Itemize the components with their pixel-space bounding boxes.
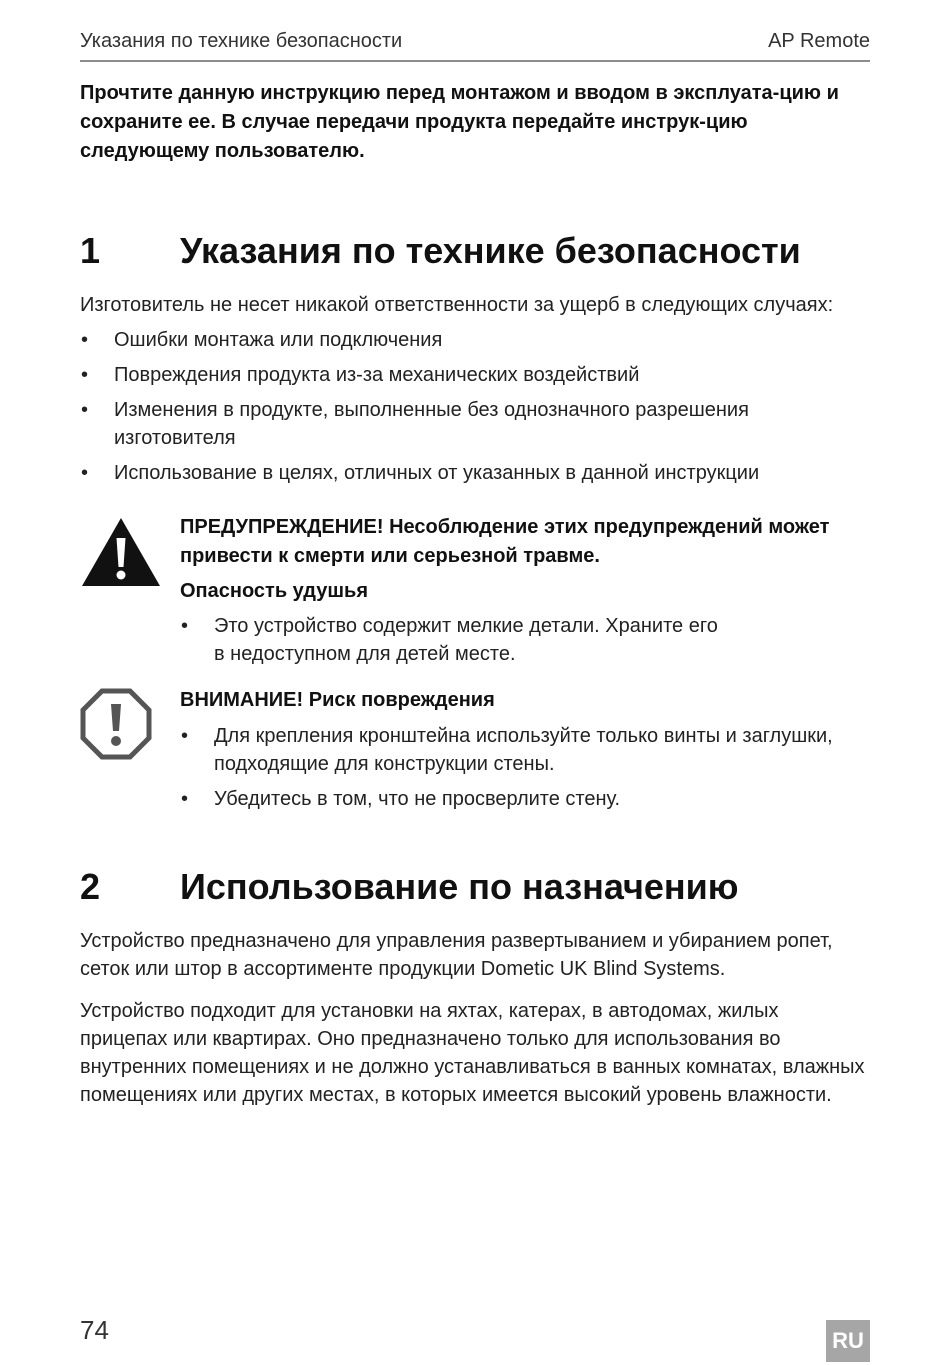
caution-title: ВНИМАНИЕ! Риск повреждения: [180, 689, 495, 711]
section-2-paragraph: Устройство подходит для установки на яхтах, катерах, в автодомах, жилых прицепах или квартирах. Оно предназначено только для использования во внутренних помещениях и не должно устанавливаться в ванных комнатах, влажных помещениях или других местах, в которых имеется высокий уровень влажности.: [80, 1000, 865, 1106]
header-section-title: Указания по технике безопасности: [80, 30, 403, 52]
list-item: • Повреждения продукта из-за механических воздействий: [81, 364, 640, 386]
section-2-heading: [80, 866, 870, 912]
header-product-name: AP Remote: [768, 30, 870, 52]
section-2-title: Использование по назначению: [180, 866, 739, 907]
list-item: • Это устройство содержит мелкие детали. Храните его в недоступном для детей месте.: [181, 615, 718, 665]
section-1-title: Указания по технике безопасности: [180, 230, 801, 271]
list-item: • Использование в целях, отличных от указанных в данной инструкции: [81, 462, 760, 484]
warning-title: ПРЕДУПРЕЖДЕНИЕ! Несоблюдение этих предупреждений может привести к смерти или серьезной травме.: [180, 516, 830, 567]
warning-notice: [180, 513, 870, 675]
list-item: • Для крепления кронштейна используйте только винты и заглушки, подходящие для конструкции стены.: [181, 725, 833, 775]
list-item: • Убедитесь в том, что не просверлите стену.: [181, 788, 621, 810]
section-1-heading: [80, 230, 870, 276]
list-item: • Изменения в продукте, выполненные без однозначного разрешения изготовителя: [81, 399, 749, 449]
caution-notice: [180, 686, 870, 820]
list-item: • Ошибки монтажа или подключения: [81, 329, 443, 351]
liability-list: [80, 326, 870, 494]
language-badge: RU: [826, 1320, 870, 1362]
section-2-number: 2: [80, 866, 101, 907]
page-number: 74: [80, 1315, 109, 1345]
intro-notice: Прочтите данную инструкцию перед монтажом и вводом в эксплуата-цию и сохраните ее. В случае передачи продукта передайте инструк-цию следующему пользователю.: [80, 82, 839, 162]
warning-subtitle: Опасность удушья: [180, 580, 369, 602]
section-1-number: 1: [80, 230, 101, 271]
section-1-lead: Изготовитель не несет никакой ответственности за ущерб в следующих случаях:: [80, 294, 834, 316]
warning-triangle-icon: [80, 516, 162, 593]
section-2-paragraph: Устройство предназначено для управления развертыванием и убиранием ропет, сеток или штор в ассортименте продукции Dometic UK Blind Systems.: [80, 930, 833, 980]
page-header: [80, 28, 870, 62]
caution-octagon-icon: [80, 688, 152, 765]
